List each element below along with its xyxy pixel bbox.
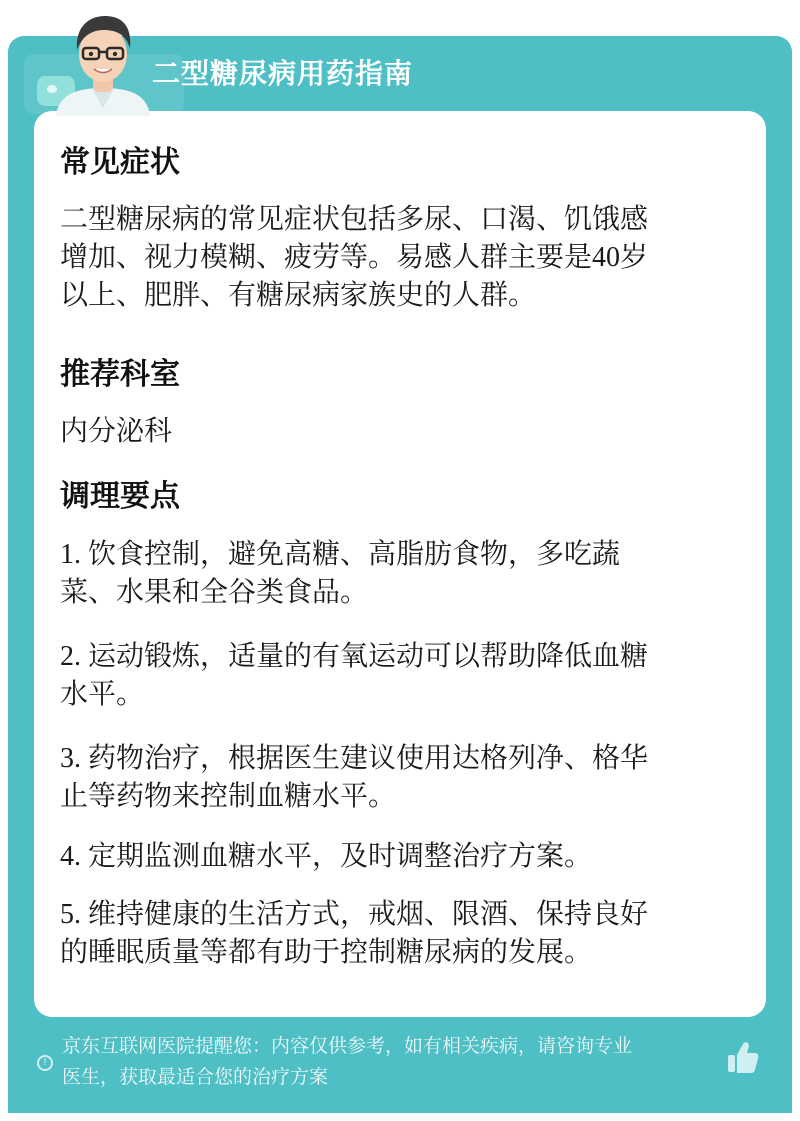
info-icon: ! [37, 1055, 53, 1071]
care-point-line: 4. 定期监测血糖水平，及时调整治疗方案。 [60, 841, 593, 872]
care-point-item [60, 638, 740, 714]
disclaimer-line: 京东互联网医院提醒您：内容仅供参考，如有相关疾病，请咨询专业 [62, 1035, 633, 1057]
care-point-item [60, 896, 740, 972]
symptoms-line: 增加、视力模糊、疲劳等。易感人群主要是40岁 [60, 242, 649, 273]
care-point-line: 的睡眠质量等都有助于控制糖尿病的发展。 [60, 937, 593, 968]
care-point-line: 2. 运动锻炼，适量的有氧运动可以帮助降低血糖 [60, 641, 649, 672]
section-title-care-points: 调理要点 [60, 479, 180, 514]
disclaimer-line: 医生，获取最适合您的治疗方案 [62, 1066, 329, 1088]
care-point-item [60, 838, 740, 876]
symptoms-line: 以上、肥胖、有糖尿病家族史的人群。 [60, 280, 537, 311]
care-point-item [60, 740, 740, 816]
care-point-line: 3. 药物治疗，根据医生建议使用达格列净、格华 [60, 743, 649, 774]
thumbs-up-icon[interactable] [722, 1040, 762, 1076]
care-point-line: 水平。 [60, 679, 145, 710]
page-title: 二型糖尿病用药指南 [152, 57, 414, 90]
doctor-avatar-icon [48, 10, 158, 116]
disclaimer-text [62, 1031, 727, 1093]
department-line: 内分泌科 [60, 416, 173, 447]
symptoms-text [60, 201, 740, 315]
care-point-line: 止等药物来控制血糖水平。 [60, 781, 397, 812]
care-point-item [60, 536, 740, 612]
symptoms-line: 二型糖尿病的常见症状包括多尿、口渴、饥饿感 [60, 204, 649, 235]
care-point-line: 1. 饮食控制，避免高糖、高脂肪食物，多吃蔬 [60, 539, 621, 570]
care-point-line: 菜、水果和全谷类食品。 [60, 577, 369, 608]
section-title-department: 推荐科室 [60, 357, 180, 392]
department-text [60, 413, 740, 451]
section-title-symptoms: 常见症状 [60, 145, 180, 180]
content-card [34, 111, 766, 1017]
care-point-line: 5. 维持健康的生活方式，戒烟、限酒、保持良好 [60, 899, 649, 930]
